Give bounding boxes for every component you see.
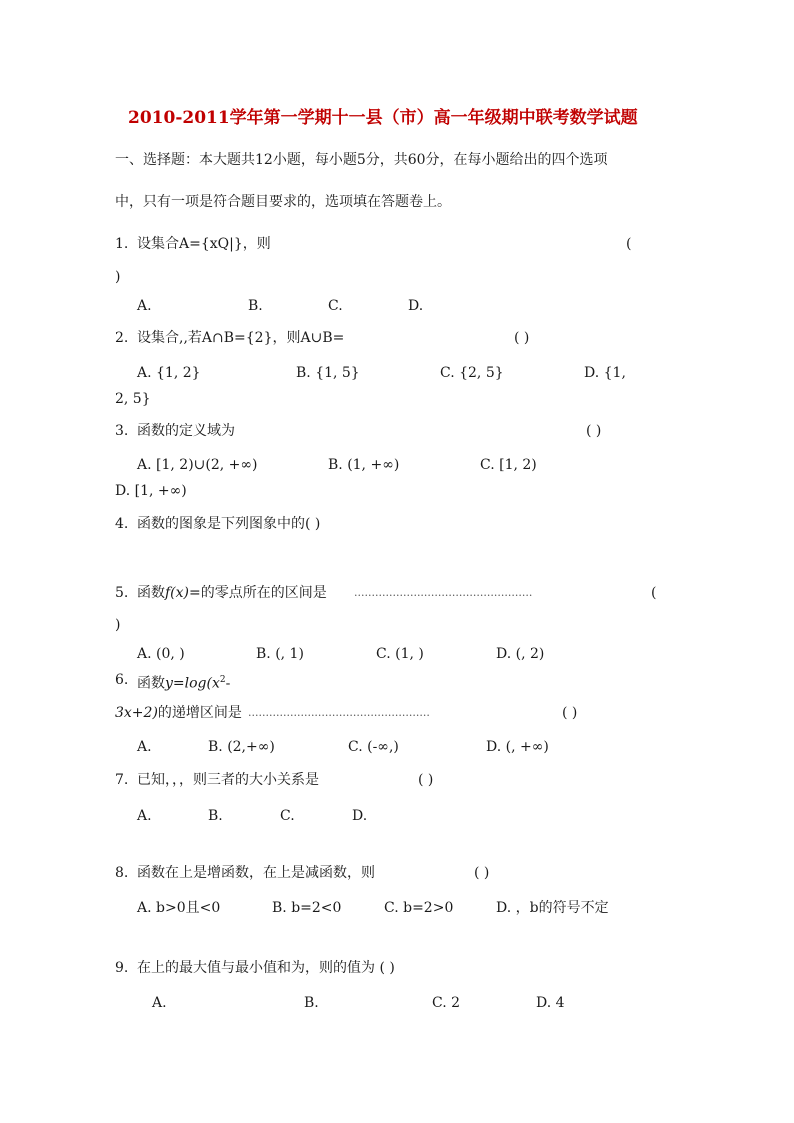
question-2-text: 设集合,,若A∩B={2}，则A∪B= xyxy=(137,330,345,346)
question-3-option-b: B. (1, +∞) xyxy=(328,457,400,473)
question-5-option-d: D. (, 2) xyxy=(496,646,545,662)
question-6-option-b: B. (2,+∞) xyxy=(208,739,275,755)
question-6-number: 6. xyxy=(115,672,129,688)
question-6-line2 xyxy=(115,704,242,722)
question-3-paren: ( ) xyxy=(586,423,602,439)
question-1-number: 1. xyxy=(115,236,129,252)
question-3-option-c: C. [1, 2) xyxy=(480,457,537,473)
question-6-option-a: A. xyxy=(137,739,152,755)
question-6-leader-dots: .................................................... xyxy=(248,706,430,719)
question-6-option-d: D. (, +∞) xyxy=(486,739,549,755)
question-5-option-a: A. (0, ) xyxy=(137,646,185,662)
question-9-number: 9. xyxy=(115,960,129,976)
question-5-leader-dots: ................................................... xyxy=(354,586,533,599)
question-8-number: 8. xyxy=(115,865,129,881)
question-2-option-c: C. {2, 5} xyxy=(440,365,504,381)
question-9-option-c: C. 2 xyxy=(432,995,461,1011)
question-8-text: 函数在上是增函数，在上是减函数，则 xyxy=(137,865,375,881)
question-6-sup: 2 xyxy=(219,675,226,685)
question-6-line2-math: 3x+2) xyxy=(115,705,158,721)
question-6-text xyxy=(137,671,230,693)
section-instructions-line2: 中，只有一项是符合题目要求的，选项填在答题卷上。 xyxy=(115,194,451,210)
question-9-option-b: B. xyxy=(304,995,319,1011)
question-5-paren-close: ) xyxy=(115,617,121,633)
question-1-option-c: C. xyxy=(328,298,343,314)
question-5-text-post: =的零点所在的区间是 xyxy=(189,585,327,601)
question-9-text: 在上的最大值与最小值和为，则的值为 ( ) xyxy=(137,960,395,976)
question-6-option-c: C. (-∞,) xyxy=(348,739,399,755)
question-7-option-b: B. xyxy=(208,808,223,824)
question-1-option-d: D. xyxy=(408,298,424,314)
question-8-option-c: C. b=2>0 xyxy=(384,900,454,916)
question-3-number: 3. xyxy=(115,423,129,439)
question-1-paren-open: ( xyxy=(626,236,632,252)
question-8-option-d: D. ，b的符号不定 xyxy=(496,900,609,916)
question-4-number: 4. xyxy=(115,516,129,532)
question-7-text: 已知，，，则三者的大小关系是 xyxy=(137,772,319,788)
question-6-dash: - xyxy=(225,675,231,692)
question-8-paren: ( ) xyxy=(474,865,490,881)
question-7-option-c: C. xyxy=(280,808,295,824)
question-4-text: 函数的图象是下列图象中的( ) xyxy=(137,516,321,532)
question-3-text: 函数的定义域为 xyxy=(137,423,235,439)
question-9-option-d: D. 4 xyxy=(536,995,565,1011)
question-7-option-d: D. xyxy=(352,808,368,824)
question-5-text-pre: 函数 xyxy=(137,585,165,601)
question-1-option-b: B. xyxy=(248,298,263,314)
question-8-option-b: B. b=2<0 xyxy=(272,900,342,916)
question-7-paren: ( ) xyxy=(418,772,434,788)
question-2-paren: ( ) xyxy=(514,330,530,346)
question-6-line2-text: 的递增区间是 xyxy=(157,705,242,721)
question-3-option-d: D. [1, +∞) xyxy=(115,483,187,499)
question-6-math: y=log(x xyxy=(165,675,220,692)
page-title: 2010-2011学年第一学期十一县（市）高一年级期中联考数学试题 xyxy=(128,108,638,128)
question-6-paren: ( ) xyxy=(562,705,578,721)
question-5-option-b: B. (, 1) xyxy=(256,646,304,662)
question-1-paren-close: ) xyxy=(115,269,121,285)
question-8-option-a: A. b>0且<0 xyxy=(137,900,221,916)
question-5-text xyxy=(137,584,327,602)
question-5-fx: f(x) xyxy=(165,585,190,601)
question-1-option-a: A. xyxy=(137,298,152,314)
question-2-option-d-wrap: 2, 5} xyxy=(115,391,151,407)
question-1-text: 设集合A={xQ|}，则 xyxy=(137,236,271,252)
question-7-option-a: A. xyxy=(137,808,152,824)
question-2-option-b: B. {1, 5} xyxy=(296,365,360,381)
question-5-paren-open: ( xyxy=(651,585,657,601)
question-6-text-pre: 函数 xyxy=(137,675,165,692)
question-2-number: 2. xyxy=(115,330,129,346)
question-9-option-a: A. xyxy=(152,995,167,1011)
question-5-option-c: C. (1, ) xyxy=(376,646,424,662)
question-5-number: 5. xyxy=(115,585,129,601)
section-instructions-line1: 一、选择题：本大题共12小题，每小题5分，共60分，在每小题给出的四个选项 xyxy=(115,152,608,168)
question-2-option-a: A. {1, 2} xyxy=(137,365,201,381)
question-7-number: 7. xyxy=(115,772,129,788)
question-2-option-d: D. {1, xyxy=(584,365,626,381)
question-3-option-a: A. [1, 2)∪(2, +∞) xyxy=(137,457,258,473)
